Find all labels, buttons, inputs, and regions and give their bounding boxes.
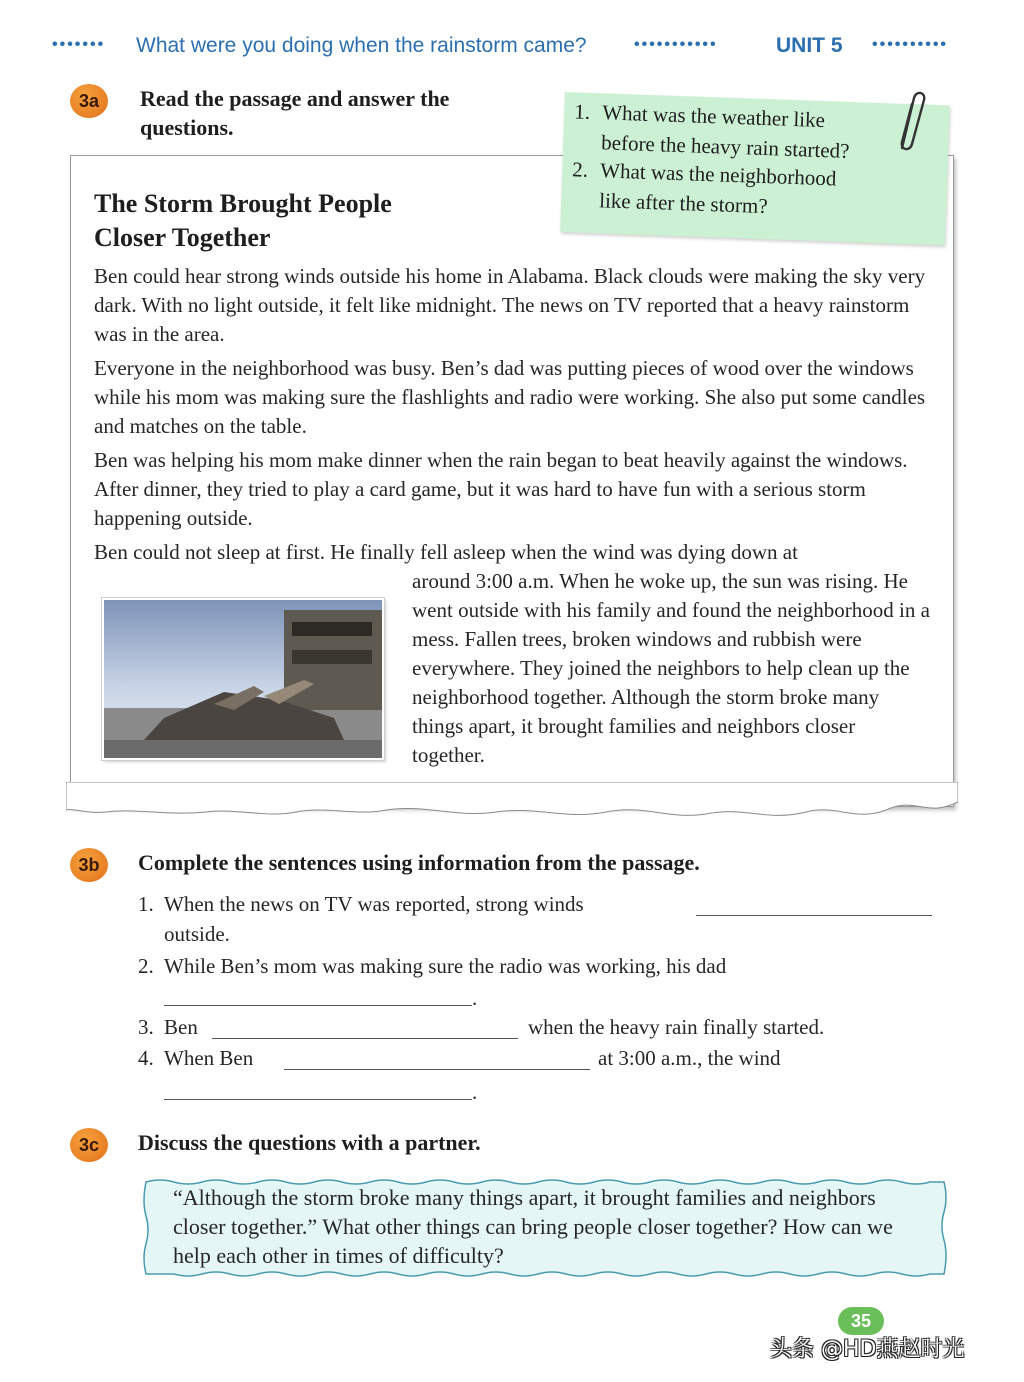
sentence-1-end: outside. [164,922,230,946]
badge-3b: 3b [70,848,108,882]
sentence-4-middle: at 3:00 a.m., the wind [598,1046,781,1070]
watermark: 头条 @HD燕赵时光 [770,1337,965,1362]
header-dots-right: •••••••••• [872,36,949,53]
question-2-line-1: What was the neighborhood [599,158,837,191]
blank-2[interactable] [164,1005,472,1006]
sentence-1-text: When the news on TV was reported, strong winds [164,892,584,916]
blank-1[interactable] [696,915,932,916]
badge-3c: 3c [70,1128,108,1162]
passage-title [94,187,392,255]
instruction-3a: Read the passage and answer the questions. [140,86,450,140]
badge-3a: 3a [70,84,108,118]
sentence-2-number: 2. [138,954,154,978]
header-dots-middle: ••••••••••• [634,36,718,53]
question-1-line-2: before the heavy rain started? [600,130,850,163]
question-2-line-2: like after the storm? [598,188,769,219]
paperclip-icon [888,86,928,156]
sentence-2-end: . [472,986,478,1010]
instruction-3c: Discuss the questions with a partner. [138,1130,481,1155]
blank-3[interactable] [212,1038,518,1039]
paragraph-4-rest: around 3:00 a.m. When he woke up, the sun was rising. He went outside with his family and found the neighborhood in a mess. Fallen trees, broken windows and rubbish were everywhere. They joined the neighbors to help clean up the neighborhood together. Although the storm broke many things apart, it brought families and neighbors closer together. [412,569,930,767]
paragraph-2: Everyone in the neighborhood was busy. Ben’s dad was putting pieces of wood over the windows while his mom was making sure the flashlights and radio were working. She also put some candles and matches on the table. [94,356,926,438]
paragraph-3: Ben was helping his mom make dinner when the rain began to beat heavily against the windows. After dinner, they tried to play a card game, but it was hard to have fun with a serious storm happening outside. [94,448,908,530]
sentence-1-number: 1. [138,892,154,916]
header-title: What were you doing when the rainstorm came? [136,34,587,57]
header-dots-left: ••••••• [52,36,106,53]
passage-title-line-1: The Storm Brought People [94,189,392,218]
sentence-3-end: when the heavy rain finally started. [528,1015,825,1039]
torn-paper-edge [66,782,958,830]
sentence-4-end: . [472,1080,478,1104]
paragraph-1: Ben could hear strong winds outside his home in Alabama. Black clouds were making the sky very dark. With no light outside, it felt like midnight. The news on TV reported that a heavy rainstorm was in the area. [94,264,926,346]
discussion-text: “Although the storm broke many things apart, it brought families and neighbors closer together.” What other things can bring people closer together? How can we help each other in times of difficulty? [173,1185,893,1268]
paragraph-4-line-1: Ben could not sleep at first. He finally fell asleep when the wind was dying down at [94,540,798,564]
storm-damage-illustration [104,600,382,758]
page-number: 35 [838,1307,884,1335]
question-1-line-1: What was the weather like [601,100,826,133]
instruction-3b: Complete the sentences using information from the passage. [138,850,700,875]
sentence-2-text: While Ben’s mom was making sure the radio was working, his dad [164,954,727,978]
question-2-number: 2. [571,157,589,182]
page-header [0,32,1024,64]
storm-damage-photo [102,598,384,760]
sentence-3-number: 3. [138,1015,154,1039]
unit-label: UNIT 5 [776,34,843,57]
sentence-4-start: When Ben [164,1046,254,1070]
passage-title-line-2: Closer Together [94,223,271,252]
question-1-number: 1. [573,99,591,124]
sentence-3-start: Ben [164,1015,198,1039]
blank-4[interactable] [284,1069,590,1070]
blank-5[interactable] [164,1099,472,1100]
sentence-4-number: 4. [138,1046,154,1070]
